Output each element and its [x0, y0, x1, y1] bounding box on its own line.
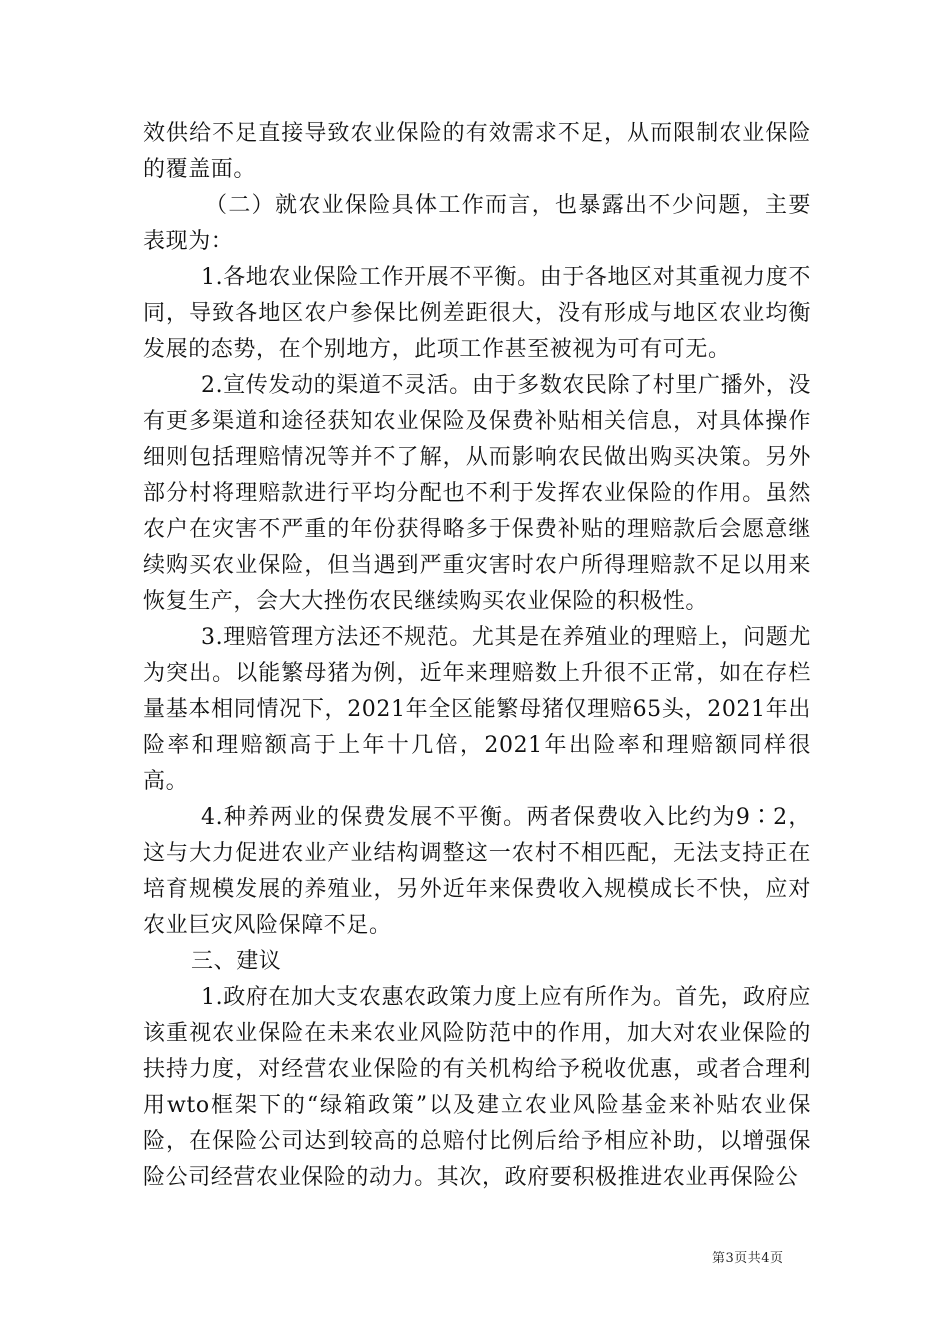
paragraph-item-2: 2.宣传发动的渠道不灵活。由于多数农民除了村里广播外，没有更多渠道和途径获知农业保险及保费补贴相关信息，对具体操作细则包括理赔情况等并不了解，从而影响农民做出购买决策。另外部分村将理赔款进行平均分配也不利于发挥农业保险的作用。虽然农户在灾害不严重的年份获得略多于保费补贴的理赔款后会愿意继续购买农业保险，但当遇到严重灾害时农户所得理赔款不足以用来恢复生产，会大大挫伤农民继续购买农业保险的积极性。: [143, 373, 811, 614]
paragraph-item-1: 1.各地农业保险工作开展不平衡。由于各地区对其重视力度不同，导致各地区农户参保比例差距很大，没有形成与地区农业均衡发展的态势，在个别地方，此项工作甚至被视为可有可无。: [143, 265, 811, 362]
page-number-footer: 第3页共4页: [712, 1251, 784, 1266]
paragraph-item-4: 4.种养两业的保费发展不平衡。两者保费收入比约为9∶2，这与大力促进农业产业结构调整这一农村不相匹配，无法支持正在培育规模发展的养殖业，另外近年来保费收入规模成长不快，应对农业巨灾风险保障不足。: [143, 805, 811, 938]
paragraph-continuation: 效供给不足直接导致农业保险的有效需求不足，从而限制农业保险的覆盖面。: [143, 121, 811, 182]
document-body: [143, 116, 811, 1196]
section-heading-suggestions: 三、建议: [191, 949, 282, 974]
paragraph-suggestion-1: 1.政府在加大支农惠农政策力度上应有所作为。首先，政府应该重视农业保险在未来农业风险防范中的作用，加大对农业保险的扶持力度，对经营农业保险的有关机构给予税收优惠，或者合理利用wto框架下的“绿箱政策”以及建立农业风险基金来补贴农业保险，在保险公司达到较高的总赔付比例后给予相应补助，以增强保险公司经营农业保险的动力。其次，政府要积极推进农业再保险公: [143, 985, 811, 1190]
paragraph-item-3: 3.理赔管理方法还不规范。尤其是在养殖业的理赔上，问题尤为突出。以能繁母猪为例，近年来理赔数上升很不正常，如在存栏量基本相同情况下，2021年全区能繁母猪仅理赔65头，2021年出险率和理赔额高于上年十几倍，2021年出险率和理赔额同样很高。: [143, 625, 811, 794]
paragraph-section-two: （二）就农业保险具体工作而言，也暴露出不少问题，主要表现为：: [143, 193, 811, 254]
